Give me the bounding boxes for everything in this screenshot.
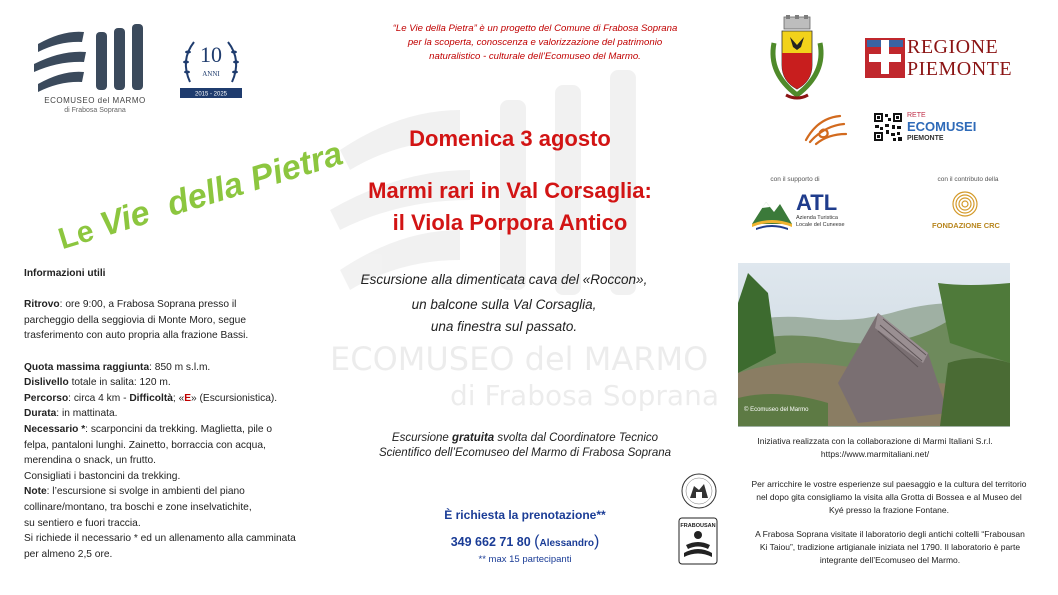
booking-note: ** max 15 partecipanti [478, 554, 572, 565]
event-title-line-1: Marmi rari in Val Corsaglia: [368, 178, 652, 203]
guide-line-1 [330, 432, 720, 444]
frabousan-line: integrante dell’Ecomuseo del Marmo. [819, 555, 961, 565]
atl-mountain-logo [750, 190, 794, 232]
info-heading: Informazioni utili [24, 268, 106, 279]
ritrovo-label: Ritrovo [24, 299, 60, 311]
event-title-line-2: il Viola Porpora Antico [392, 210, 628, 235]
watermark-line-1: ECOMUSEO del MARMO [330, 340, 709, 378]
photo-credit: Iniziativa realizzata con la collaborazione di Marmi Italiani S.r.l. [757, 436, 993, 446]
quota-value: : 850 m s.l.m. [149, 361, 211, 373]
difficolta-grade: E [184, 392, 192, 404]
bossea-line: nel dopo gita consigliamo la visita alla Grotta di Bossea e al Museo del [756, 492, 1022, 502]
note-text: Si richiede il necessario * ed un allenamento alla camminata [24, 533, 296, 545]
bossea-museum-logo [680, 472, 718, 510]
regione-name-2: PIEMONTE [907, 58, 1013, 80]
durata-label: Durata [24, 408, 57, 420]
bossea-line: Per arricchire le vostre esperienze sul paesaggio e la cultura del territorio [751, 479, 1027, 489]
difficolta-value: » (Escursionistica). [191, 392, 278, 404]
anniversary-years: 2015 - 2025 [194, 91, 228, 98]
rete-ecomusei: ECOMUSEI [907, 119, 977, 134]
booking-label: È richiesta la prenotazione** [444, 508, 606, 522]
note-text: su sentiero e fuori traccia. [24, 517, 141, 529]
ecomuseo-watermark [300, 60, 760, 420]
intro-line: naturalistico - culturale dell’Ecomuseo del Marmo. [429, 51, 641, 62]
rete-label: RETE [907, 112, 926, 119]
atl-subtitle: Azienda Turistica [796, 215, 838, 221]
contact-name: Alessandro [539, 538, 594, 549]
photo-credit-link[interactable]: https://www.marmitaliani.net/ [820, 449, 930, 459]
watermark-line-2: di Frabosa Soprana [450, 379, 719, 412]
photo-caption: © Ecomuseo del Marmo [744, 407, 809, 413]
qr-code-icon[interactable] [873, 112, 903, 142]
durata-value: : in mattinata. [56, 408, 118, 420]
bossea-line: Kyé presso la frazione Fontane. [828, 505, 949, 515]
frabousan-info [730, 528, 1050, 567]
regione-piemonte-flag [865, 38, 905, 78]
event-subtitle-line: una finestra sul passato. [430, 319, 578, 334]
quota-label: Quota massima raggiunta [24, 361, 150, 373]
title-vie: Vie [95, 193, 155, 245]
atl-subtitle: Locale del Cuneese [796, 222, 845, 228]
title-le: Le [54, 214, 98, 257]
percorso-value: : circa 4 km - [68, 392, 130, 404]
phone-number[interactable]: 349 662 71 80 [450, 535, 531, 549]
necessario-text: : scarponcini da trekking. Maglietta, pile o [85, 423, 273, 435]
note-label: Note [24, 486, 47, 498]
project-intro [355, 22, 715, 64]
dislivello-label: Dislivello [24, 377, 69, 389]
booking-phone-row[interactable]: 349 662 71 80 (Alessandro) [450, 533, 600, 550]
guide-text: Escursione [391, 432, 453, 444]
atl-name: ATL [796, 190, 838, 215]
percorso-label: Percorso [24, 392, 69, 404]
event-subtitle-line: Escursione alla dimenticata cava del «Roccon», [360, 272, 648, 287]
landscape-photo [738, 263, 1010, 426]
support-label: con il supporto di [770, 176, 820, 183]
anniversary-word: ANNI [202, 70, 220, 78]
fondazione-crc-name: FONDAZIONE CRC [932, 221, 1000, 230]
frabousan-line: Ki Taiou”, tradizione artigianale iniziata nel 1790. Il laboratorio è parte [759, 542, 1021, 552]
le-vie-della-pietra-title [24, 92, 348, 257]
ritrovo-text: : ore 9:00, a Frabosa Soprana presso il [59, 299, 237, 311]
fondazione-crc-logo [948, 190, 982, 218]
ecomuseo-caption: ECOMUSEO del MARMO [44, 96, 146, 105]
difficolta-value: ; « [172, 392, 185, 404]
necessario-text: Consigliati i bastoncini da trekking. [24, 470, 181, 482]
frabousan-badge: FRABOUSAN [680, 523, 716, 529]
dislivello-value: totale in salita: 120 m. [68, 377, 171, 389]
note-text: collinare/montano, tra boschi e zone inselvatichite, [24, 501, 252, 513]
necessario-text: felpa, pantaloni lunghi. Zainetto, borraccia con acqua, [24, 439, 266, 451]
ecomuseo-subcaption: di Frabosa Soprana [64, 107, 126, 114]
guide-free: gratuita [452, 432, 495, 444]
intro-line: per la scoperta, conoscenza e valorizzazione del patrimonio [407, 37, 663, 48]
guide-line-2: Scientifico dell’Ecomuseo del Marmo di Frabosa Soprana [378, 447, 672, 459]
hand-spiral-logo [800, 110, 852, 146]
necessario-text: merendina o snack, un frutto. [24, 455, 156, 467]
bossea-info [730, 478, 1048, 517]
event-subtitle-line: un balcone sulla Val Corsaglia, [411, 297, 597, 312]
event-date: Domenica 3 agosto [409, 126, 611, 151]
contrib-label: con il contributo della [937, 176, 999, 183]
difficolta-label: Difficoltà [129, 392, 173, 404]
info-block [24, 266, 364, 562]
ritrovo-text: trasferimento con auto propria alla frazione Bassi. [24, 330, 249, 342]
frabousan-logo [678, 517, 718, 565]
anniversary-number: 10 [200, 42, 222, 67]
note-text: : l’escursione si svolge in ambienti del piano [46, 486, 245, 498]
necessario-label: Necessario * [24, 423, 86, 435]
guide-text: svolta dal Coordinatore Tecnico [494, 432, 659, 444]
intro-line: “Le Vie della Pietra” è un progetto del Comune di Frabosa Soprana [392, 23, 678, 34]
ritrovo-text: parcheggio della seggiovia di Monte Moro, segue [24, 314, 247, 326]
frabousan-line: A Frabosa Soprana visitate il laboratorio degli antichi coltelli “Frabousan [755, 529, 1025, 539]
regione-name-1: REGIONE [907, 36, 999, 58]
rete-piemonte: PIEMONTE [907, 135, 944, 142]
note-text: per almeno 2,5 ore. [24, 548, 113, 560]
title-della-pietra: della Pietra [162, 134, 348, 224]
comune-crest [768, 15, 826, 105]
